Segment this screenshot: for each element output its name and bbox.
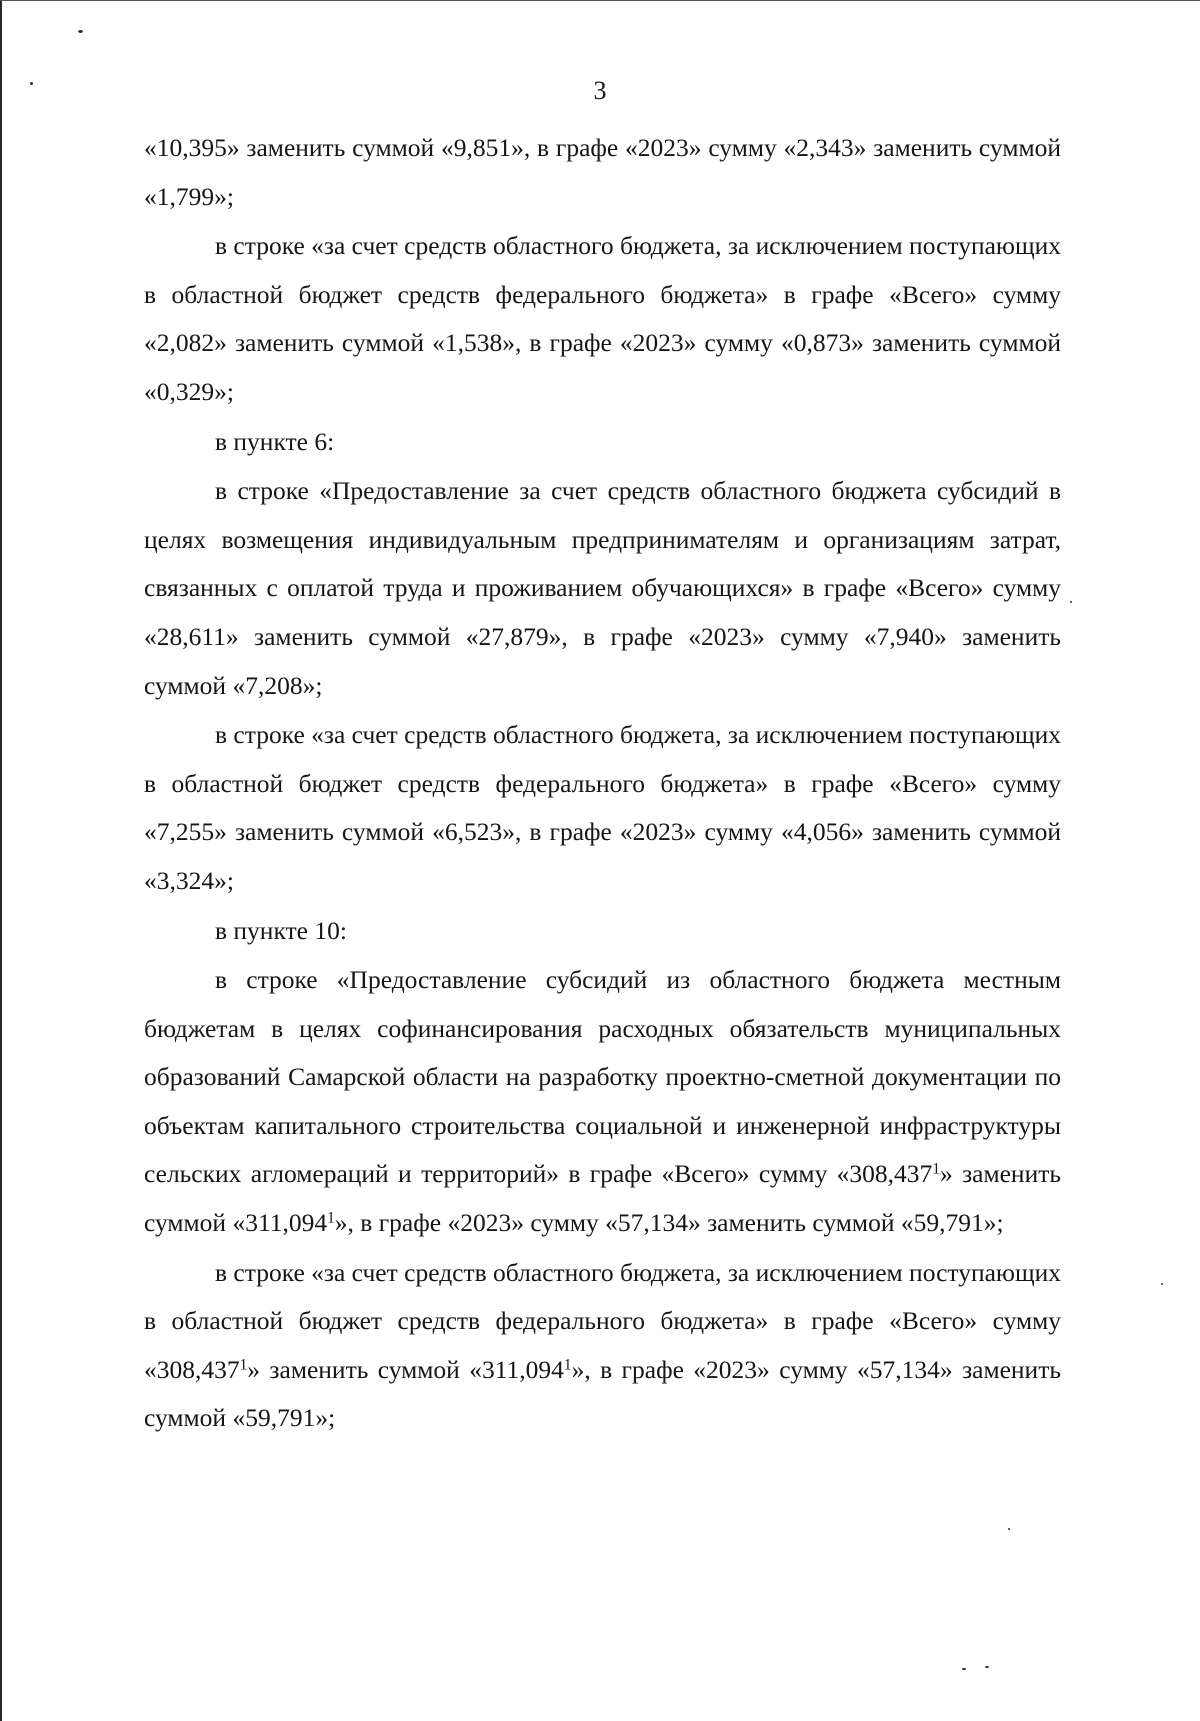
paragraph-text: в строке «за счет средств областного бюджета, за исключением поступающих в областной бюджет средств федерального бюджета» в графе «Всего» сумму «308,437 [144,1257,1061,1384]
scan-speck [1070,601,1072,603]
paragraph-line-item: в строке «Предоставление за счет средств областного бюджета субсидий в целях возмещения индивидуальным предпринимателям и организациям затрат, связанных с оплатой труда и проживанием обучающихся» в графе «Всего» сумму «28,611» заменить суммой «27,879», в графе «2023» сумму «7,940» заменить суммой «7,208»; [144,476,1061,700]
scan-speck [1161,1283,1163,1285]
scan-edge-left [0,0,2,1721]
paragraph-line-item [144,1249,1061,1443]
paragraph-line-item: в строке «за счет средств областного бюджета, за исключением поступающих в областной бюджет средств федерального бюджета» в графе «Всего» сумму «7,255» заменить суммой «6,523», в графе «2023» сумму «4,056» заменить суммой «3,324»; [144,720,1061,895]
paragraph-text: » заменить суммой «311,094 [247,1354,564,1384]
footnote-marker: 1 [327,1209,335,1227]
scan-speck [985,1666,989,1668]
document-body [144,124,1061,1443]
paragraph-line-item: в строке «за счет средств областного бюджета, за исключением поступающих в областной бюджет средств федерального бюджета» в графе «Всего» сумму «2,082» заменить суммой «1,538», в графе «2023» сумму «0,873» заменить суммой «0,329»; [144,231,1061,406]
scan-speck [1008,1528,1010,1530]
scan-speck [962,1668,966,1670]
paragraph-text: » заменить суммой «311,094 [144,1159,1061,1238]
paragraph-text: », в графе «2023» сумму «57,134» заменить суммой «59,791»; [144,1354,1061,1433]
footnote-marker: 1 [563,1356,572,1374]
page-number: 3 [593,76,607,105]
paragraph-item-heading: в пункте 6: [215,426,335,456]
scan-speck [78,30,83,33]
paragraph-line-item [144,956,1061,1248]
paragraph-continuation: «10,395» заменить суммой «9,851», в графе «2023» сумму «2,343» заменить суммой «1,799»; [144,133,1061,211]
paragraph-item-heading: в пункте 10: [215,915,347,945]
footnote-marker: 1 [239,1356,248,1374]
footnote-marker: 1 [932,1161,940,1179]
paragraph-text: в строке «Предоставление субсидий из областного бюджета местным бюджетам в целях софинансирования расходных обязательств муниципальных образований Самарской области на разработку проектно-сметной документации по объектам капитального строительства социальной и инженерной инфраструктуры сельских агломераций и территорий» в графе «Всего» сумму «308,437 [144,965,1061,1189]
scan-edge-top [0,0,1200,1]
paragraph-text: », в графе «2023» сумму «57,134» заменить суммой «59,791»; [334,1208,1004,1238]
